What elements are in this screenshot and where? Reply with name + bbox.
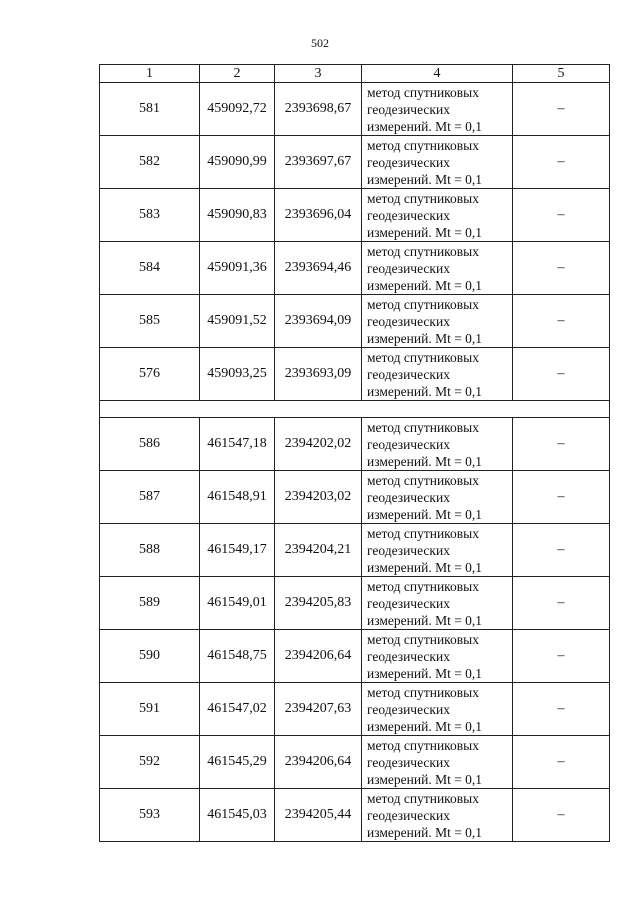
method-cell: [362, 789, 513, 842]
y-coordinate-cell: 2393694,46: [275, 242, 362, 295]
column-5-cell: –: [513, 789, 610, 842]
method-text-line1: метод спутниковых: [367, 790, 479, 806]
method-text-line2: геодезических: [367, 807, 450, 823]
column-5-cell: –: [513, 83, 610, 136]
method-cell: [362, 83, 513, 136]
x-coordinate-cell: 459092,72: [200, 83, 275, 136]
method-text-line1: метод спутниковых: [367, 472, 479, 488]
method-text-line3: измерений. Mt = 0,1: [367, 612, 483, 628]
method-text-line1: метод спутниковых: [367, 137, 479, 153]
x-coordinate-cell: 461549,17: [200, 524, 275, 577]
x-coordinate-cell: 461545,03: [200, 789, 275, 842]
column-5-cell: –: [513, 418, 610, 471]
x-coordinate-cell: 461547,18: [200, 418, 275, 471]
method-text-line2: геодезических: [367, 207, 450, 223]
column-5-cell: –: [513, 348, 610, 401]
column-5-cell: –: [513, 242, 610, 295]
point-number-cell: 588: [100, 524, 200, 577]
x-coordinate-cell: 459091,36: [200, 242, 275, 295]
method-text-line3: измерений. Mt = 0,1: [367, 224, 483, 240]
y-coordinate-cell: 2394205,44: [275, 789, 362, 842]
method-text-line3: измерений. Mt = 0,1: [367, 118, 483, 134]
method-text-line1: метод спутниковых: [367, 525, 479, 541]
column-5-cell: –: [513, 524, 610, 577]
column-5-cell: –: [513, 471, 610, 524]
table-row: [100, 471, 610, 524]
x-coordinate-cell: 461548,91: [200, 471, 275, 524]
point-number-cell: 584: [100, 242, 200, 295]
method-text-line3: измерений. Mt = 0,1: [367, 277, 483, 293]
point-number-cell: 583: [100, 189, 200, 242]
table-row: [100, 789, 610, 842]
method-text-line1: метод спутниковых: [367, 737, 479, 753]
table-row: [100, 295, 610, 348]
column-5-cell: –: [513, 736, 610, 789]
header-col-4: 4: [362, 65, 513, 83]
method-text-line2: геодезических: [367, 489, 450, 505]
point-number-cell: 581: [100, 83, 200, 136]
header-col-3: 3: [275, 65, 362, 83]
method-text-line2: геодезических: [367, 542, 450, 558]
method-text-line2: геодезических: [367, 101, 450, 117]
point-number-cell: 586: [100, 418, 200, 471]
method-cell: [362, 136, 513, 189]
x-coordinate-cell: 461547,02: [200, 683, 275, 736]
table-body: [100, 83, 610, 842]
method-text-line3: измерений. Mt = 0,1: [367, 330, 483, 346]
point-number-cell: 587: [100, 471, 200, 524]
method-cell: [362, 348, 513, 401]
group-separator-cell: [100, 401, 610, 418]
point-number-cell: 589: [100, 577, 200, 630]
header-row: [100, 65, 610, 83]
method-text-line3: измерений. Mt = 0,1: [367, 771, 483, 787]
column-5-cell: –: [513, 136, 610, 189]
y-coordinate-cell: 2393697,67: [275, 136, 362, 189]
method-text-line1: метод спутниковых: [367, 349, 479, 365]
y-coordinate-cell: 2394203,02: [275, 471, 362, 524]
method-text-line2: геодезических: [367, 701, 450, 717]
method-text-line2: геодезических: [367, 313, 450, 329]
method-text-line3: измерений. Mt = 0,1: [367, 665, 483, 681]
method-text-line1: метод спутниковых: [367, 190, 479, 206]
method-cell: [362, 736, 513, 789]
table-row: [100, 630, 610, 683]
x-coordinate-cell: 459090,83: [200, 189, 275, 242]
method-text-line3: измерений. Mt = 0,1: [367, 718, 483, 734]
column-5-cell: –: [513, 577, 610, 630]
method-text-line3: измерений. Mt = 0,1: [367, 824, 483, 840]
method-text-line1: метод спутниковых: [367, 419, 479, 435]
method-text-line3: измерений. Mt = 0,1: [367, 453, 483, 469]
coordinates-table: [99, 64, 610, 842]
table-row: [100, 242, 610, 295]
method-cell: [362, 418, 513, 471]
method-cell: [362, 189, 513, 242]
y-coordinate-cell: 2394206,64: [275, 736, 362, 789]
y-coordinate-cell: 2393693,09: [275, 348, 362, 401]
x-coordinate-cell: 459091,52: [200, 295, 275, 348]
y-coordinate-cell: 2393698,67: [275, 83, 362, 136]
method-text-line1: метод спутниковых: [367, 84, 479, 100]
point-number-cell: 593: [100, 789, 200, 842]
method-text-line1: метод спутниковых: [367, 243, 479, 259]
method-text-line1: метод спутниковых: [367, 684, 479, 700]
y-coordinate-cell: 2394206,64: [275, 630, 362, 683]
header-col-1: 1: [100, 65, 200, 83]
table-row: [100, 348, 610, 401]
x-coordinate-cell: 461548,75: [200, 630, 275, 683]
x-coordinate-cell: 459093,25: [200, 348, 275, 401]
method-text-line2: геодезических: [367, 648, 450, 664]
table-row: [100, 189, 610, 242]
y-coordinate-cell: 2393696,04: [275, 189, 362, 242]
header-col-2: 2: [200, 65, 275, 83]
table-row: [100, 524, 610, 577]
method-cell: [362, 577, 513, 630]
x-coordinate-cell: 459090,99: [200, 136, 275, 189]
column-5-cell: –: [513, 295, 610, 348]
method-text-line2: геодезических: [367, 754, 450, 770]
point-number-cell: 592: [100, 736, 200, 789]
y-coordinate-cell: 2394202,02: [275, 418, 362, 471]
method-text-line3: измерений. Mt = 0,1: [367, 171, 483, 187]
table-row: [100, 577, 610, 630]
point-number-cell: 582: [100, 136, 200, 189]
table-row: [100, 736, 610, 789]
point-number-cell: 591: [100, 683, 200, 736]
method-text-line2: геодезических: [367, 595, 450, 611]
column-5-cell: –: [513, 683, 610, 736]
method-text-line2: геодезических: [367, 436, 450, 452]
point-number-cell: 585: [100, 295, 200, 348]
group-separator-row: [100, 401, 610, 418]
y-coordinate-cell: 2394205,83: [275, 577, 362, 630]
x-coordinate-cell: 461545,29: [200, 736, 275, 789]
method-text-line2: геодезических: [367, 154, 450, 170]
point-number-cell: 590: [100, 630, 200, 683]
header-col-5: 5: [513, 65, 610, 83]
table-row: [100, 683, 610, 736]
method-cell: [362, 471, 513, 524]
table-row: [100, 136, 610, 189]
y-coordinate-cell: 2393694,09: [275, 295, 362, 348]
method-text-line1: метод спутниковых: [367, 296, 479, 312]
method-text-line1: метод спутниковых: [367, 631, 479, 647]
method-cell: [362, 295, 513, 348]
method-text-line1: метод спутниковых: [367, 578, 479, 594]
method-text-line3: измерений. Mt = 0,1: [367, 506, 483, 522]
method-text-line2: геодезических: [367, 366, 450, 382]
method-cell: [362, 524, 513, 577]
y-coordinate-cell: 2394207,63: [275, 683, 362, 736]
method-text-line3: измерений. Mt = 0,1: [367, 383, 483, 399]
method-cell: [362, 683, 513, 736]
table-row: [100, 83, 610, 136]
y-coordinate-cell: 2394204,21: [275, 524, 362, 577]
point-number-cell: 576: [100, 348, 200, 401]
method-cell: [362, 630, 513, 683]
method-text-line3: измерений. Mt = 0,1: [367, 559, 483, 575]
column-5-cell: –: [513, 630, 610, 683]
x-coordinate-cell: 461549,01: [200, 577, 275, 630]
page-number: 502: [311, 36, 329, 50]
column-5-cell: –: [513, 189, 610, 242]
method-cell: [362, 242, 513, 295]
method-text-line2: геодезических: [367, 260, 450, 276]
table-row: [100, 418, 610, 471]
